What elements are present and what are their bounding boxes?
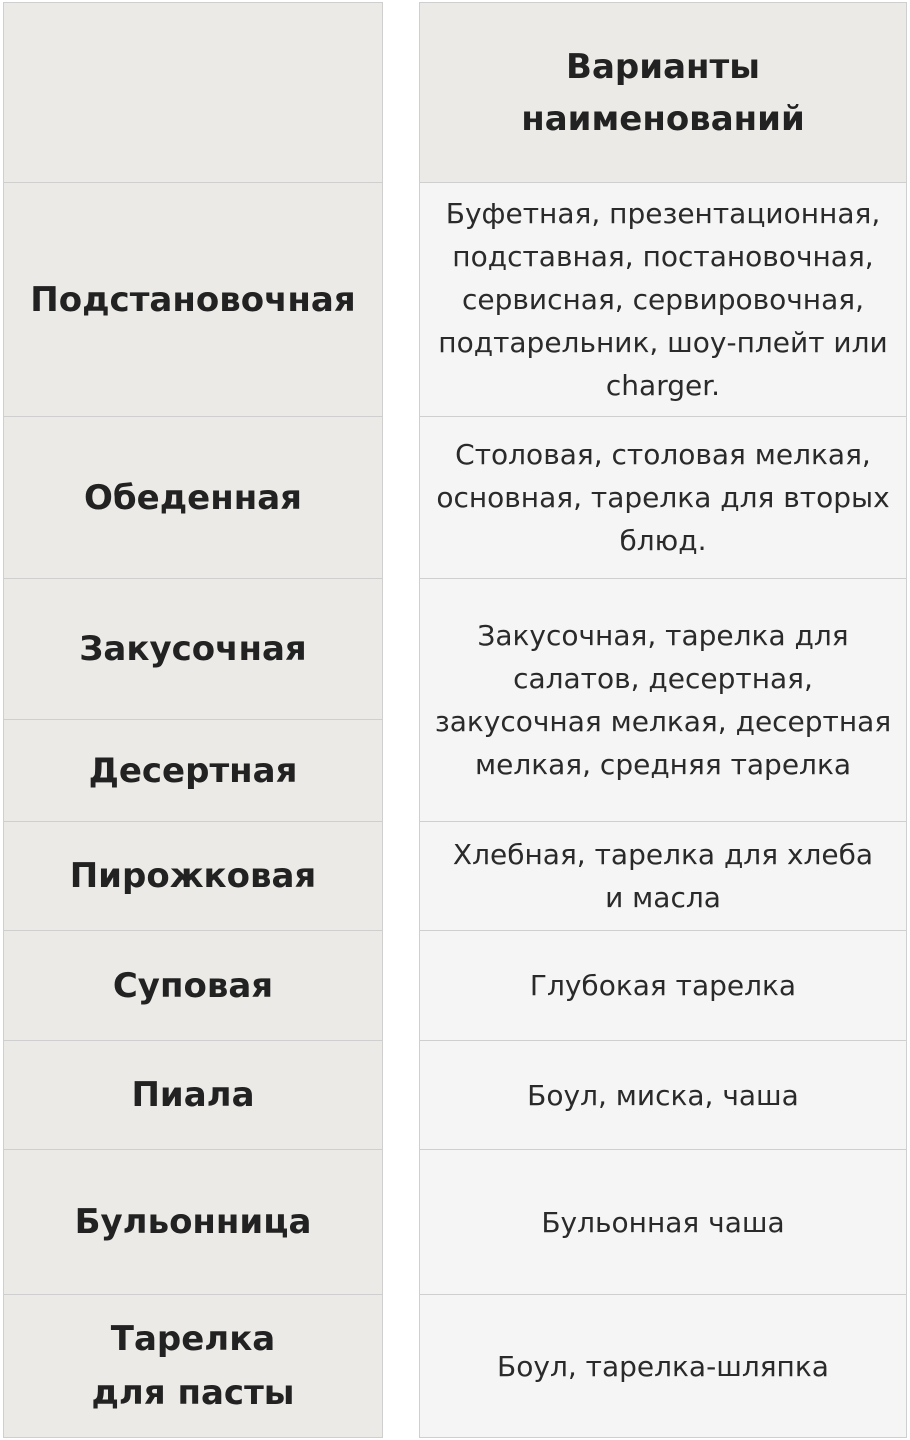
variants-text: Боул, миска, чаша [527,1078,799,1112]
term-label: Закусочная [79,629,307,669]
term-label: Подстановочная [30,279,356,320]
term-cell-podstanovochnaya [4,182,382,416]
variants-cell-obedennaya [420,416,906,578]
variants-cell-piala [420,1040,906,1149]
term-cell-pirozhkovaya [4,821,382,930]
variants-line: подставная, постановочная, [452,240,874,273]
term-label-line: Тарелка [110,1319,276,1359]
variants-line: Буфетная, презентационная, [445,197,881,230]
variants-line: сервисная, сервировочная, [462,283,864,316]
term-cell-desertnaya [4,719,382,821]
term-label-line: для пасты [91,1373,295,1413]
variants-line: блюд. [619,524,707,557]
term-cell-supovaya [4,930,382,1040]
variants-cell-podstanovochnaya [420,182,906,416]
variants-text: Глубокая тарелка [529,969,797,1002]
variants-line: Закусочная, тарелка для [477,619,849,652]
variants-line: charger. [605,369,721,402]
term-label: Пирожковая [69,856,317,896]
term-cell-bulonnitsa [4,1149,382,1294]
variants-cell-tarelka-dlya-pasty [420,1294,906,1437]
variants-text: Боул, тарелка-шляпка [497,1349,829,1383]
variants-line: мелкая, средняя тарелка [474,748,852,781]
term-cell-tarelka-dlya-pasty [4,1294,382,1437]
variants-text: Бульонная чаша [541,1205,785,1239]
term-column [3,2,383,1438]
variants-line: Хлебная, тарелка для хлеба [452,838,874,871]
term-label: Суповая [112,965,274,1006]
variants-cell-supovaya [420,930,906,1040]
term-label: Десертная [88,750,298,791]
term-cell-piala [4,1040,382,1149]
variants-column [419,2,907,1438]
variants-line: основная, тарелка для вторых [436,481,890,514]
header-line: Варианты [566,46,760,87]
term-column-header [4,3,382,182]
variants-line: подтарельник, шоу-плейт или [438,326,888,359]
variants-cell-bulonnitsa [420,1149,906,1294]
term-label: Бульонница [74,1202,312,1242]
variants-line: и масла [605,881,721,914]
variants-cell-pirozhkovaya [420,821,906,930]
variants-line: Столовая, столовая мелкая, [455,438,871,471]
term-cell-zakusochnaya [4,578,382,719]
variants-cell-zakusochnaya-desertnaya [420,578,906,821]
term-cell-obedennaya [4,416,382,578]
variants-column-header [420,3,906,182]
header-line: наименований [521,98,805,139]
variants-line: салатов, десертная, [513,662,813,695]
variants-line: закусочная мелкая, десертная [434,705,892,738]
term-label: Пиала [131,1075,255,1115]
term-label: Обеденная [84,477,302,518]
